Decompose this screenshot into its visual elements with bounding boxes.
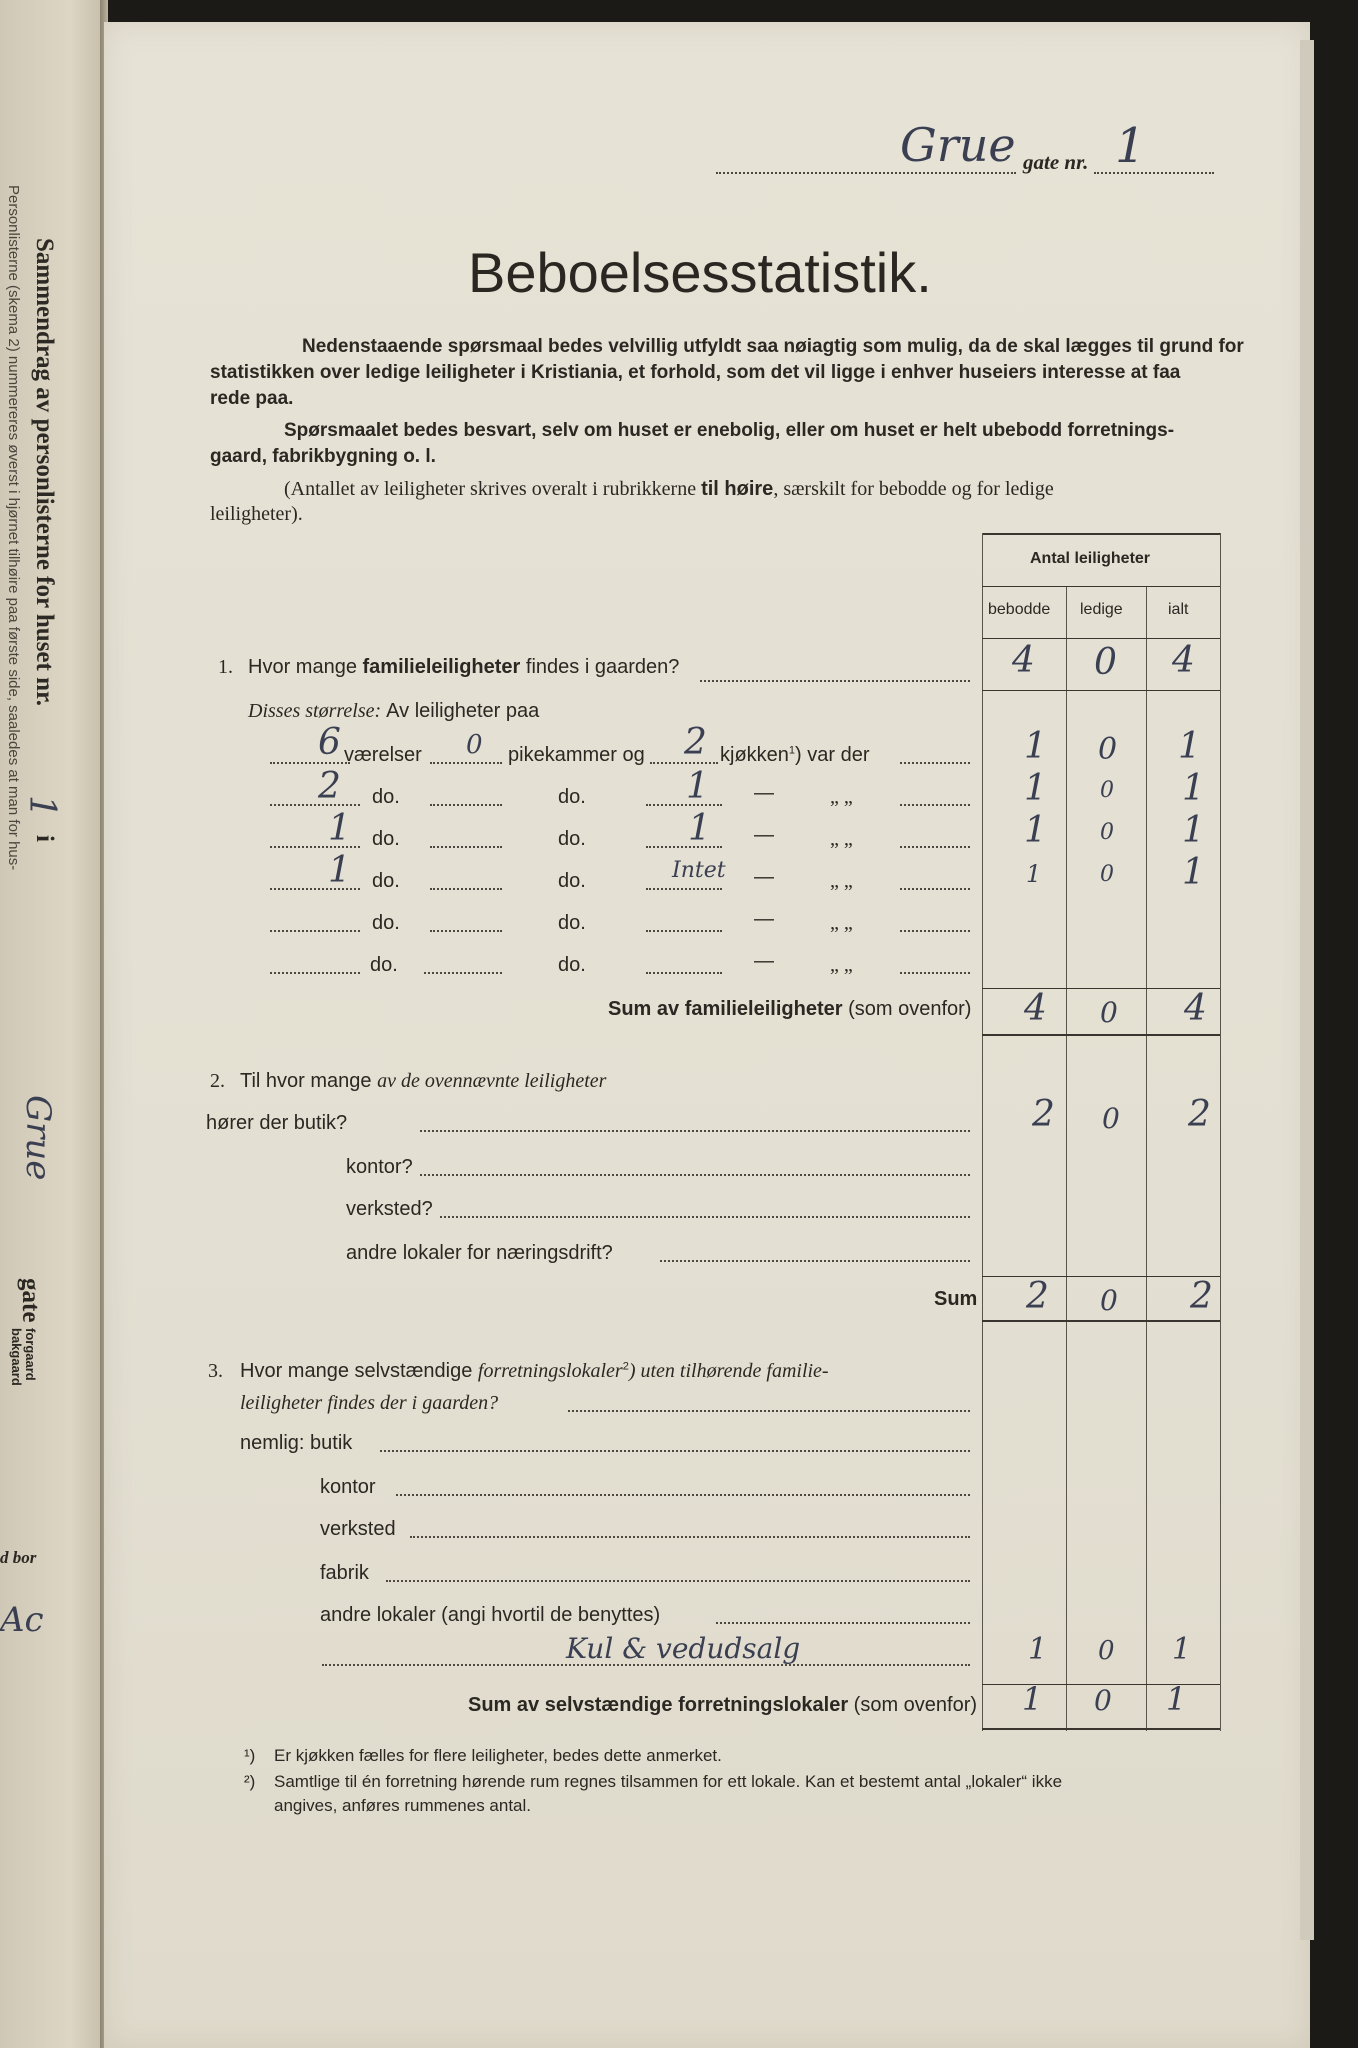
margin-bakgaard: bakgaard [9, 1328, 24, 1386]
table-sum2-bottom [982, 1320, 1220, 1322]
q2-verksted-leader [440, 1216, 970, 1218]
header-street-handwritten: Grue [900, 118, 1016, 172]
margin-scribble: Ac [0, 1600, 44, 1640]
margin-d-bor: d bor [0, 1548, 37, 1567]
q3-question-line1: Hvor mange selvstændige forretningslokaler$^2$) uten tilhørende familie- [240, 1360, 829, 1382]
r1-ialt: 1 [1178, 726, 1201, 767]
intro-p3-line1: (Antallet av leiligheter skrives overalt i rubrikkerne til høire, særskilt for bebodde og for ledige [284, 478, 1054, 500]
q1-sum-bebodde: 4 [1024, 988, 1047, 1029]
q1-sum-label: Sum av familieleiligheter (som ovenfor) [608, 998, 972, 1020]
q2-verksted-label: verksted? [346, 1198, 433, 1220]
r1-pike-line [430, 762, 502, 764]
r1-vaerelser-label: værelser [344, 744, 422, 766]
table-group-header: Antal leiligheter [1030, 550, 1151, 567]
row5-dash: — [754, 908, 774, 930]
q3-andre-label: andre lokaler (angi hvortil de benyttes) [320, 1604, 661, 1626]
q3-use-line [322, 1664, 970, 1666]
row6-quote: „ „ [830, 954, 853, 976]
footnote-2-line2: angives, anføres rummenes antal. [274, 1796, 532, 1815]
footnote-2-mark: ²) [244, 1772, 256, 1791]
intro-p3-line2: leiligheter). [210, 503, 303, 525]
page-title: Beboelsesstatistik. [468, 241, 932, 304]
row5-do1: do. [372, 912, 400, 934]
row4-quote: „ „ [830, 870, 853, 892]
q1-sum-ledige: 0 [1100, 996, 1118, 1029]
table-left-border [982, 533, 983, 1731]
row2-bebodde: 1 [1024, 768, 1047, 809]
footnote-1: Er kjøkken fælles for flere leiligheter, bedes dette anmerket. [274, 1746, 722, 1765]
r1-bebodde: 1 [1024, 726, 1047, 767]
row2-do2: do. [558, 786, 586, 808]
row3-rooms: 1 [328, 808, 351, 849]
row2-quote: „ „ [830, 786, 853, 808]
q3-kontor-label: kontor [320, 1476, 376, 1498]
q3-fabrik-leader [386, 1580, 970, 1582]
q3-question-line2: leiligheter findes der i gaarden? [240, 1392, 499, 1414]
q2-butik-ialt: 2 [1188, 1094, 1211, 1135]
row3-dash: — [754, 824, 774, 846]
q2-sum-ialt: 2 [1190, 1276, 1213, 1317]
q2-number: 2. [210, 1070, 225, 1092]
r1-ledige: 0 [1098, 732, 1118, 767]
q1-sizes-label: Disses størrelse: Av leiligheter paa [248, 700, 540, 722]
q3-use-ledige: 0 [1098, 1636, 1115, 1666]
row3-do2: do. [558, 828, 586, 850]
table-col-divider-1 [1066, 586, 1067, 1731]
q3-sum-ledige: 0 [1094, 1684, 1112, 1717]
row6-do2: do. [558, 954, 586, 976]
q3-andre-leader [716, 1622, 970, 1624]
r1-pike: 0 [466, 730, 483, 760]
col-header-ledige: ledige [1080, 601, 1123, 618]
q2-butik-bebodde: 2 [1032, 1094, 1055, 1135]
row4-dash: — [754, 866, 774, 888]
row4-do1: do. [372, 870, 400, 892]
table-right-border [1220, 533, 1221, 1731]
footnote-1-mark: ¹) [244, 1746, 256, 1765]
header-number-line [1094, 172, 1214, 174]
q2-kontor-label: kontor? [346, 1156, 413, 1178]
row3-ledige: 0 [1100, 820, 1114, 845]
row5-quote: „ „ [830, 912, 853, 934]
intro-p1-line1: Nedenstaaende spørsmaal bedes velvillig utfyldt saa nøiagtig som mulig, da de skal lægges til grund for [302, 336, 1244, 357]
margin-house-number: 1 [21, 795, 62, 818]
q3-leader [568, 1410, 970, 1412]
table-header-divider [982, 586, 1220, 587]
intro-p2-line1: Spørsmaalet bedes besvart, selv om huset er enebolig, eller om huset er helt ubebodd forretnings- [284, 420, 1175, 441]
q1-question: Hvor mange familieleiligheter findes i gaarden? [248, 656, 680, 678]
intro-p2-line2: gaard, fabrikbygning o. l. [210, 446, 436, 467]
row3-bebodde: 1 [1024, 810, 1047, 851]
table-sum2-top [982, 1276, 1220, 1277]
footnote-2-line1: Samtlige til én forretning hørende rum regnes tilsammen for ett lokale. Kan et bestemt antal „lokaler“ ikke [274, 1772, 1063, 1791]
q2-sum-label: Sum [934, 1288, 978, 1310]
row2-dash: — [754, 782, 774, 804]
q3-verksted-leader [410, 1536, 970, 1538]
r1-rooms: 6 [318, 722, 341, 763]
r1-kitchen-label: kjøkken$^1$) var der [720, 744, 870, 766]
q3-use-ialt: 1 [1172, 1632, 1192, 1667]
row4-kitchen: Intet [672, 858, 726, 883]
row2-rooms: 2 [318, 766, 341, 807]
q1-number: 1. [218, 656, 233, 678]
q3-nemlig-butik: nemlig: butik [240, 1432, 353, 1454]
table-col-divider-2 [1146, 586, 1147, 1731]
table-q1-divider [982, 690, 1220, 691]
q2-sum-ledige: 0 [1100, 1284, 1118, 1317]
intro-p1-line3: rede paa. [210, 388, 294, 409]
margin-gate: gate [17, 1278, 44, 1323]
q1-leader [700, 680, 970, 682]
intro-p1-line2: statistikken over ledige leiligheter i Kristiania, et forhold, som det vil ligge i enhver huseiers interesse at faa [210, 362, 1181, 383]
r1-pike-label: pikekammer og [508, 744, 645, 766]
row4-do2: do. [558, 870, 586, 892]
q3-butik-leader [380, 1450, 970, 1452]
col-header-ialt: ialt [1168, 601, 1189, 618]
row3-quote: „ „ [830, 828, 853, 850]
q2-butik-ledige: 0 [1102, 1102, 1120, 1135]
row2-do1: do. [372, 786, 400, 808]
right-page-edge [1300, 40, 1314, 1940]
q3-number: 3. [208, 1360, 223, 1382]
q3-sum-ialt: 1 [1166, 1680, 1187, 1718]
q1-sum-ialt: 4 [1184, 988, 1207, 1029]
row6-dash: — [754, 950, 774, 972]
row2-ialt: 1 [1182, 768, 1205, 809]
q3-handwritten-use: Kul & vedudsalg [566, 1632, 801, 1665]
q2-butik-label: hører der butik? [206, 1112, 348, 1134]
col-header-bebodde: bebodde [988, 601, 1051, 618]
r1-leader [900, 762, 970, 764]
row3-ialt: 1 [1182, 810, 1205, 851]
table-top-rule [982, 533, 1220, 535]
row3-do1: do. [372, 828, 400, 850]
row4-bebodde: 1 [1026, 860, 1042, 888]
table-sum1-bottom [982, 1034, 1220, 1036]
q2-andre-label: andre lokaler for næringsdrift? [346, 1242, 613, 1264]
q2-butik-leader [420, 1130, 970, 1132]
row2-kitchen: 1 [686, 766, 709, 807]
row3-kitchen: 1 [688, 808, 711, 849]
q1-ledige: 0 [1094, 642, 1117, 683]
q3-sum-bebodde: 1 [1022, 1680, 1043, 1718]
margin-small-vertical: Personlisterne (skema 2) nummereres øverst i hjørnet tilhøire paa første side, saaledes at man for hus- [5, 185, 22, 871]
table-sum3-bottom [982, 1728, 1220, 1730]
table-header-bottom [982, 638, 1220, 639]
q2-question: Til hvor mange av de ovennævnte leiligheter [240, 1070, 607, 1092]
row6-do1: do. [370, 954, 398, 976]
margin-i: i [31, 835, 58, 842]
r1-kitchen: 2 [684, 722, 707, 763]
row4-ialt: 1 [1182, 852, 1205, 893]
q3-fabrik-label: fabrik [320, 1562, 369, 1584]
row4-rooms: 1 [328, 850, 351, 891]
q3-verksted-label: verksted [320, 1518, 396, 1540]
q3-use-bebodde: 1 [1028, 1632, 1048, 1667]
q1-ialt: 4 [1172, 640, 1195, 681]
q3-kontor-leader [396, 1494, 970, 1496]
row5-do2: do. [558, 912, 586, 934]
row2-ledige: 0 [1100, 778, 1114, 803]
margin-street: Grue [18, 1095, 58, 1181]
q2-andre-leader [660, 1260, 970, 1262]
margin-forgaard: forgaard [23, 1328, 38, 1381]
header-gate-label: gate nr. [1023, 150, 1089, 174]
q2-sum-bebodde: 2 [1026, 1276, 1049, 1317]
row4-ledige: 0 [1100, 862, 1114, 887]
q1-bebodde: 4 [1012, 640, 1035, 681]
header-street-line [716, 172, 1016, 174]
margin-large-vertical: Sammendrag av personlisterne for huset nr. [31, 238, 58, 707]
q3-sum-label: Sum av selvstændige forretningslokaler (som ovenfor) [468, 1694, 978, 1716]
q2-kontor-leader [420, 1174, 970, 1176]
header-number-handwritten: 1 [1115, 118, 1146, 174]
